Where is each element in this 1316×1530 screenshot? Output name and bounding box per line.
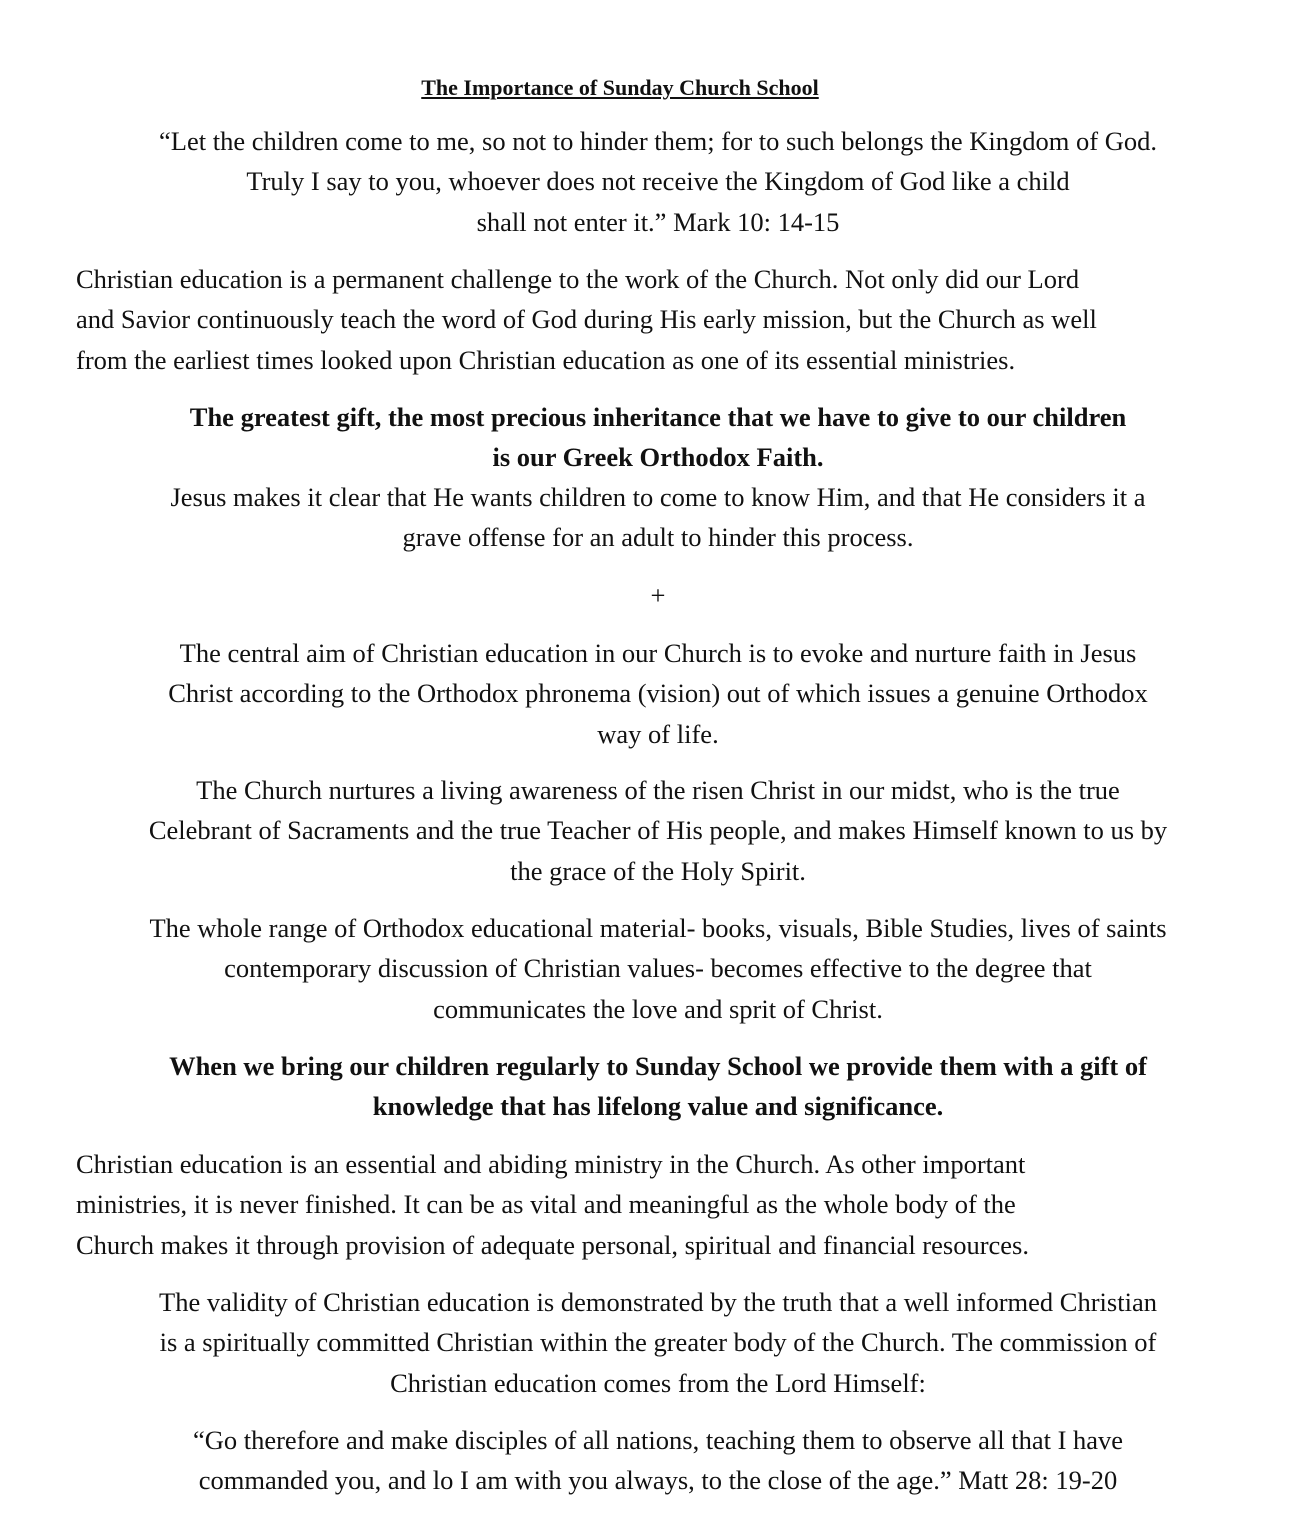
paragraph-line: way of life.	[597, 718, 719, 749]
paragraph-line: The Church nurtures a living awareness of the risen Christ in our midst, who is the true	[196, 775, 1120, 805]
cross-separator	[60, 575, 1256, 615]
paragraph-living-awareness	[60, 770, 1256, 891]
paragraph-jesus-children	[60, 477, 1256, 558]
bold-statement-sunday-school	[60, 1046, 1256, 1127]
bold-line: The greatest gift, the most precious inheritance that we have to give to our children	[189, 402, 1127, 432]
paragraph-line: Church makes it through provision of adequate personal, spiritual and financial resources.	[76, 1229, 1029, 1260]
bold-statement-greatest-gift	[60, 397, 1256, 478]
paragraph-educational-material	[60, 908, 1256, 1029]
bold-line: is our Greek Orthodox Faith.	[492, 442, 824, 473]
paragraph-line: the grace of the Holy Spirit.	[510, 855, 806, 886]
paragraph-essential-ministry	[60, 1144, 1256, 1265]
separator-glyph: +	[650, 580, 666, 610]
paragraph-line: ministries, it is never finished. It can be as vital and meaningful as the whole body of the	[76, 1189, 1016, 1220]
paragraph-line: Christian education is a permanent challenge to the work of the Church. Not only did our Lord	[76, 264, 1080, 294]
paragraph-line: The central aim of Christian education in our Church is to evoke and nurture faith in Jesus	[179, 638, 1137, 668]
quote-line: commanded you, and lo I am with you always, to the close of the age.” Matt 28: 19-20	[198, 1465, 1118, 1496]
paragraph-line: Christ according to the Orthodox phronema (vision) out of which issues a genuine Orthodox	[168, 678, 1148, 709]
opening-scripture-quote	[60, 121, 1256, 242]
closing-scripture-quote	[60, 1420, 1256, 1501]
paragraph-line: The whole range of Orthodox educational material- books, visuals, Bible Studies, lives of saints	[149, 913, 1167, 943]
paragraph-line: grave offense for an adult to hinder this process.	[402, 522, 914, 553]
paragraph-central-aim	[60, 633, 1256, 754]
paragraph-validity	[60, 1282, 1256, 1403]
bold-line: When we bring our children regularly to Sunday School we provide them with a gift of	[169, 1051, 1147, 1081]
paragraph-line: is a spiritually committed Christian within the greater body of the Church. The commission of	[159, 1327, 1157, 1358]
quote-line: shall not enter it.” Mark 10: 14-15	[476, 206, 840, 237]
paragraph-line: Celebrant of Sacraments and the true Teacher of His people, and makes Himself known to us by	[148, 815, 1168, 846]
quote-line: “Let the children come to me, so not to hinder them; for to such belongs the Kingdom of God.	[159, 126, 1157, 156]
paragraph-line: from the earliest times looked upon Christian education as one of its essential ministries.	[76, 344, 1016, 375]
paragraph-line: The validity of Christian education is demonstrated by the truth that a well informed Christian	[159, 1287, 1157, 1317]
paragraph-line: Christian education is an essential and abiding ministry in the Church. As other important	[76, 1149, 1026, 1179]
paragraph-line: contemporary discussion of Christian values- becomes effective to the degree that	[224, 953, 1092, 984]
bold-line: knowledge that has lifelong value and significance.	[372, 1091, 944, 1122]
quote-line: “Go therefore and make disciples of all nations, teaching them to observe all that I have	[192, 1425, 1124, 1455]
paragraph-christian-education-challenge	[60, 259, 1256, 380]
paragraph-line: Jesus makes it clear that He wants children to come to know Him, and that He considers it a	[170, 482, 1146, 512]
quote-line: Truly I say to you, whoever does not receive the Kingdom of God like a child	[246, 166, 1070, 197]
paragraph-line: and Savior continuously teach the word of God during His early mission, but the Church as well	[76, 304, 1097, 335]
paragraph-line: communicates the love and sprit of Christ.	[433, 993, 883, 1024]
paragraph-line: Christian education comes from the Lord Himself:	[390, 1367, 926, 1398]
document-title: The Importance of Sunday Church School	[421, 75, 819, 100]
